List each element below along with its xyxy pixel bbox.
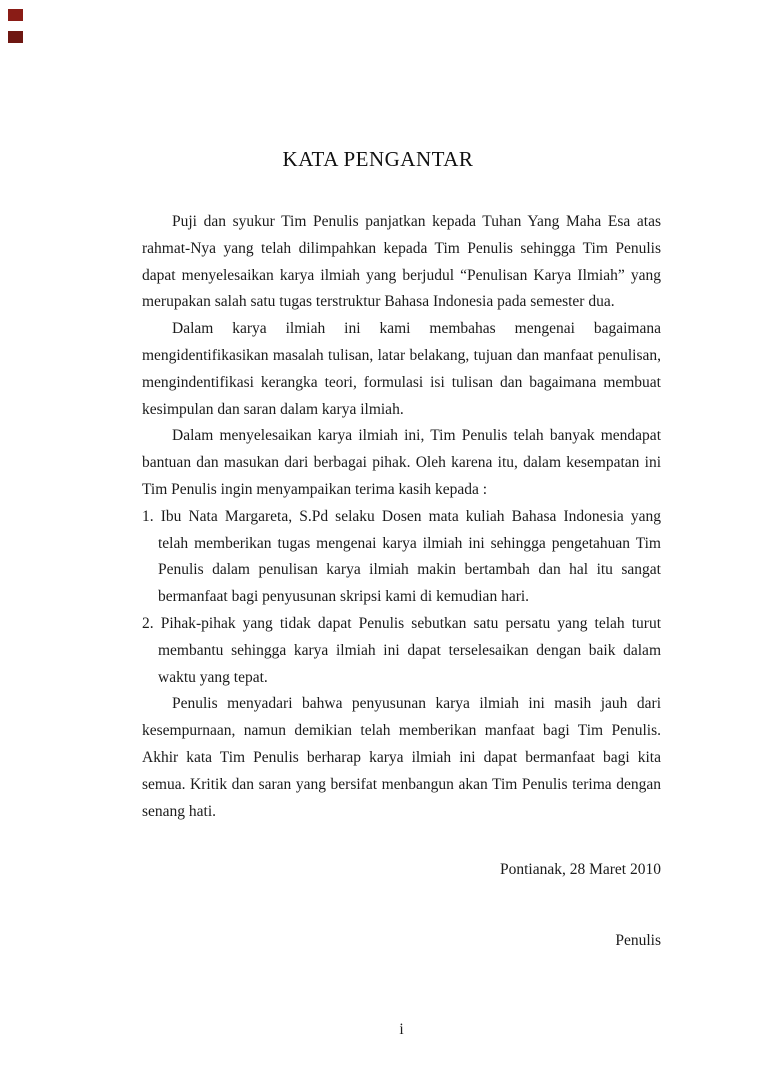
- text-line: semua. Kritik dan saran yang bersifat menbangun akan Tim Penulis terima dengan: [142, 775, 661, 793]
- text-line: waktu yang tepat.: [158, 668, 268, 686]
- text-line: Penulis menyadari bahwa penyusunan karya ilmiah ini masih jauh dari: [172, 695, 661, 713]
- text-line: kesimpulan dan saran dalam karya ilmiah.: [142, 400, 404, 418]
- text-line: 2. Pihak-pihak yang tidak dapat Penulis sebutkan satu persatu yang telah turut: [142, 614, 661, 632]
- paragraph: [142, 316, 661, 423]
- text-line: Penulis dalam penulisan karya ilmiah makin bertambah dan hal itu sangat: [158, 561, 661, 579]
- page-number: i: [399, 1021, 404, 1038]
- text-line: rahmat-Nya yang telah dilimpahkan kepada Tim Penulis sehingga Tim Penulis: [142, 239, 661, 257]
- corner-mark: [8, 31, 23, 43]
- list-item: [142, 504, 661, 611]
- signature-place-date: Pontianak, 28 Maret 2010: [499, 861, 661, 878]
- signature-author: Penulis: [615, 932, 661, 949]
- paragraph: [142, 209, 661, 316]
- text-line: 1. Ibu Nata Margareta, S.Pd selaku Dosen mata kuliah Bahasa Indonesia yang: [142, 507, 661, 525]
- text-line: merupakan salah satu tugas terstruktur Bahasa Indonesia pada semester dua.: [142, 293, 615, 311]
- paragraph: [142, 423, 661, 503]
- text-line: mengidentifikasikan masalah tulisan, latar belakang, tujuan dan manfaat penulisan,: [142, 346, 661, 364]
- text-line: Tim Penulis ingin menyampaikan terima kasih kepada :: [142, 480, 488, 498]
- text-line: dapat menyelesaikan karya ilmiah yang berjudul “Penulisan Karya Ilmiah” yang: [142, 266, 661, 284]
- corner-mark: [8, 9, 23, 21]
- text-line: Akhir kata Tim Penulis berharap karya ilmiah ini dapat bermanfaat bagi kita: [142, 748, 661, 766]
- text-line: bermanfaat bagi penyusunan skripsi kami di kemudian hari.: [158, 588, 530, 606]
- document-title: KATA PENGANTAR: [282, 147, 474, 171]
- document-body: [142, 209, 661, 825]
- text-line: kesempurnaan, namun demikian telah memberikan manfaat bagi Tim Penulis.: [142, 722, 661, 740]
- text-line: bantuan dan masukan dari berbagai pihak. Oleh karena itu, dalam kesempatan ini: [142, 454, 661, 472]
- text-line: Dalam karya ilmiah ini kami membahas mengenai bagaimana: [172, 320, 661, 338]
- text-line: Dalam menyelesaikan karya ilmiah ini, Tim Penulis telah banyak mendapat: [172, 427, 661, 445]
- text-line: mengindentifikasi kerangka teori, formulasi isi tulisan dan bagaimana membuat: [142, 373, 661, 391]
- text-line: Puji dan syukur Tim Penulis panjatkan kepada Tuhan Yang Maha Esa atas: [172, 213, 661, 230]
- text-line: senang hati.: [142, 802, 217, 820]
- paragraph: [142, 691, 661, 825]
- text-line: telah memberikan tugas mengenai karya ilmiah ini sehingga pengetahuan Tim: [158, 534, 661, 552]
- list-item: [142, 611, 661, 691]
- text-line: membantu sehingga karya ilmiah ini dapat terselesaikan dengan baik dalam: [158, 641, 661, 659]
